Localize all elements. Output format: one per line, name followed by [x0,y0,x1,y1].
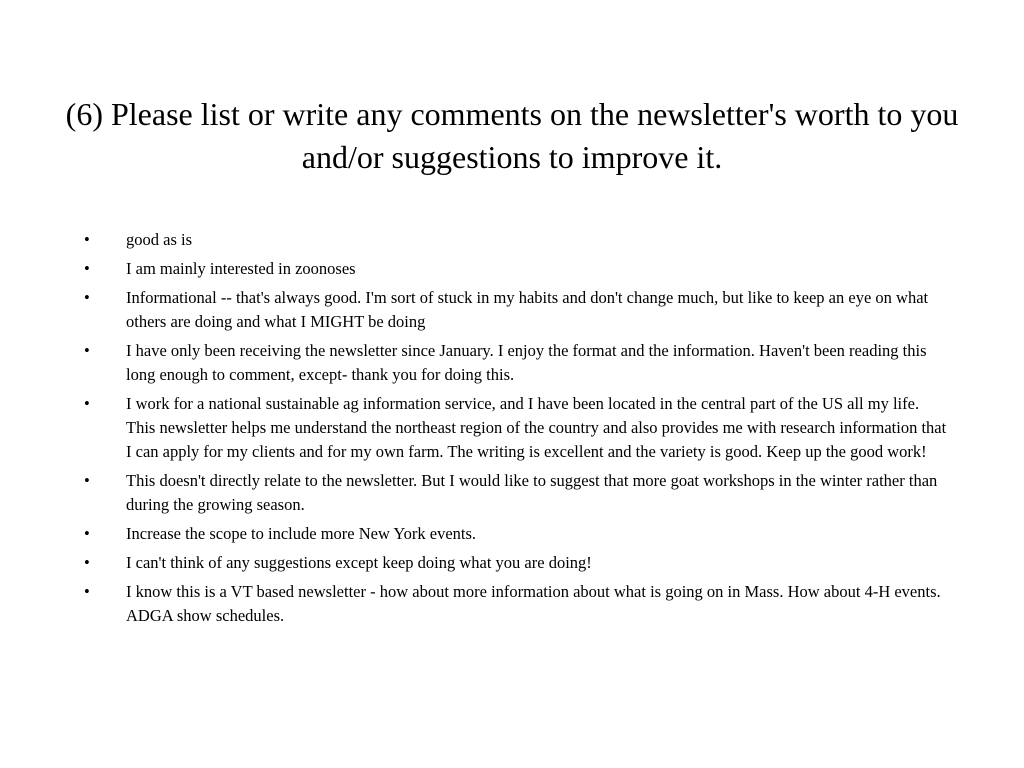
slide-title: (6) Please list or write any comments on the newsletter's worth to you and/or suggestions to improve it. [65,96,959,175]
list-item [84,286,952,334]
comment-list [84,228,952,633]
bullet-icon: • [84,553,90,572]
list-item-text: Increase the scope to include more New York events. [126,524,477,543]
list-item [84,339,952,387]
list-item [84,469,952,517]
bullet-icon: • [84,394,90,413]
list-item [84,551,952,575]
list-item-text: I work for a national sustainable ag information service, and I have been located in the central part of the US all my life. This newsletter helps me understand the northeast region of the country and also provides me with research information that I can apply for my clients and for my own farm. The writing is excellent and the variety is good. Keep up the good work! [126,394,947,461]
list-item [84,228,952,252]
bullet-icon: • [84,288,90,307]
list-item [84,522,952,546]
list-item-text: This doesn't directly relate to the newsletter. But I would like to suggest that more goat workshops in the winter rather than during the growing season. [126,471,938,514]
list-item-text: I am mainly interested in zoonoses [126,259,356,278]
bullet-icon: • [84,524,90,543]
bullet-icon: • [84,230,90,249]
list-item-text: I know this is a VT based newsletter - how about more information about what is going on in Mass. How about 4-H events. ADGA show schedules. [126,582,941,625]
bullet-icon: • [84,582,90,601]
bullet-icon: • [84,341,90,360]
list-item [84,257,952,281]
list-item-text: I can't think of any suggestions except keep doing what you are doing! [126,553,592,572]
list-item [84,392,952,464]
bullet-icon: • [84,259,90,278]
list-item-text: good as is [126,230,192,249]
bullet-icon: • [84,471,90,490]
list-item [84,580,952,628]
list-item-text: I have only been receiving the newsletter since January. I enjoy the format and the information. Haven't been reading this long enough to comment, except- thank you for doing this. [126,341,927,384]
list-item-text: Informational -- that's always good. I'm sort of stuck in my habits and don't change much, but like to keep an eye on what others are doing and what I MIGHT be doing [126,288,929,331]
